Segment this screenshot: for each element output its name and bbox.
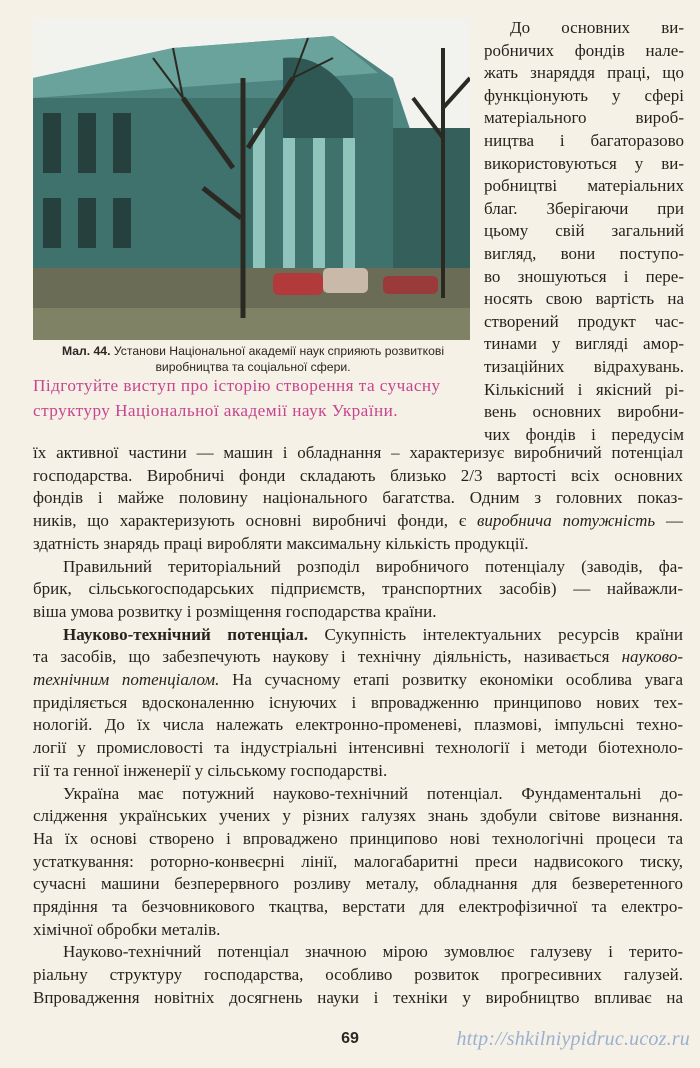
page-number: 69 bbox=[341, 1030, 359, 1047]
side-line: благ. Зберігаючи при bbox=[484, 198, 684, 218]
side-line: тизаційних відрахувань. bbox=[484, 356, 684, 376]
text-run: На сучасному етапі розвитку економіки особлива увага bbox=[219, 670, 683, 690]
text-line: прядіння та безчовникового ткацтва, верстати для електрофізичної та електро- bbox=[33, 897, 683, 917]
side-line: Кількісний і якісний рі- bbox=[484, 379, 684, 399]
text-line: здатність знарядь праці виробляти максимальну кількість продукції. bbox=[33, 533, 529, 553]
figure-caption bbox=[38, 343, 468, 375]
text-line: їх активної частини — машин і обладнання – характеризує виробничий потенціал bbox=[33, 443, 683, 462]
text-line bbox=[33, 669, 683, 692]
text-run: Сукупність інтелектуальних ресурсів країни bbox=[308, 624, 683, 644]
text-line: устаткування: роторно-конвеєрні лінії, малогабаритні преси надвисокого тиску, bbox=[33, 851, 683, 871]
source-url[interactable]: http://shkilniypidruc.ucoz.ru bbox=[456, 1028, 690, 1050]
text-line: Впровадження новітніх досягнень науки і техніки у виробництво впливає на bbox=[33, 987, 683, 1007]
text-line: господарства. Виробничі фонди складають близько 2/3 вартості всіх основних bbox=[33, 465, 683, 485]
task-line-2: структуру Національної академії наук України. bbox=[33, 401, 399, 420]
text-line: ріальну структуру господарства, особливо розвиток прогресивних галузей. bbox=[33, 965, 683, 985]
paragraph-2 bbox=[33, 556, 683, 624]
side-line: робничих фондів нале- bbox=[484, 40, 684, 60]
text-line: логії у промисловості та індустріальні інтенсивні технології і методи біотехноло- bbox=[33, 738, 683, 758]
text-line: Науково-технічний потенціал значною мірою зумовлює галузеву і терито- bbox=[63, 942, 683, 962]
side-line: тинами у вигляді амор- bbox=[484, 334, 684, 354]
text-line: хімічної обробки металів. bbox=[33, 919, 221, 939]
paragraph-4 bbox=[33, 783, 683, 942]
text-line: фондів і майже половину національного багатства. Одним з головних показ- bbox=[33, 488, 683, 508]
side-line: матеріального вироб- bbox=[484, 108, 684, 128]
paragraph-1 bbox=[33, 442, 683, 556]
side-line: До основних ви- bbox=[510, 18, 684, 37]
text-line bbox=[33, 510, 683, 533]
side-line: ництва і багаторазово bbox=[484, 130, 684, 150]
term-production-capacity: виробнича потужність bbox=[477, 511, 656, 531]
text-line: На їх основі створено і впроваджено принципово нові технологічні процеси та bbox=[33, 828, 683, 848]
side-line: жать знаряддя праці, що bbox=[484, 63, 684, 83]
section-heading: Науково-технічний потенціал. bbox=[63, 624, 309, 644]
text-run: — bbox=[655, 511, 683, 531]
figure-photo bbox=[33, 18, 470, 340]
side-line: вигляд, вони поступо- bbox=[484, 243, 684, 263]
text-line: нологій. До їх числа належать електронно-променеві, плазмові, імпульсні техно- bbox=[33, 715, 683, 735]
term-scientific-potential: науково- bbox=[621, 647, 683, 667]
text-line: гії та генної інженерії у сільському господарстві. bbox=[33, 760, 388, 780]
caption-text-1: Установи Національної академії наук сприяють розвиткові bbox=[113, 344, 445, 358]
paragraph-3 bbox=[33, 624, 683, 783]
text-line: віша умова розвитку і розміщення господарства країни. bbox=[33, 601, 437, 621]
caption-text-2: виробництва та соціальної сфери. bbox=[155, 360, 351, 374]
side-line: робництві матеріальних bbox=[484, 176, 684, 196]
text-line: брик, сільськогосподарських підприємств, транспортних засобів) — найважли- bbox=[33, 579, 683, 599]
side-line: функціонують у сфері bbox=[484, 85, 684, 105]
text-line: слідження українських учених у різних галузях знань здобули світове визнання. bbox=[33, 806, 683, 826]
main-body-text bbox=[33, 442, 683, 1010]
text-line: Правильний територіальний розподіл виробничого потенціалу (заводів, фа- bbox=[63, 556, 683, 576]
text-line bbox=[33, 624, 683, 647]
text-run: та засобів, що забезпечують наукову і технічну діяльність, називається bbox=[33, 647, 622, 667]
text-line: приділяється вдосконаленню існуючих і впровадженню принципово нових тех- bbox=[33, 692, 683, 712]
side-column-text bbox=[484, 17, 684, 446]
side-line: створений продукт час- bbox=[484, 311, 684, 331]
caption-label: Мал. 44. bbox=[61, 344, 111, 358]
task-prompt bbox=[33, 373, 470, 423]
text-run: ників, що характеризують основні виробничі фонди, є bbox=[33, 511, 478, 531]
task-line-1: Підготуйте виступ про історію створення та сучасну bbox=[33, 376, 441, 395]
paragraph-5 bbox=[33, 941, 683, 1009]
text-line: сучасні машини безперервного розливу металу, обладнання для безверетенного bbox=[33, 874, 683, 894]
text-line: Україна має потужний науково-технічний потенціал. Фундаментальні до- bbox=[63, 783, 683, 803]
side-line: використовуються у ви- bbox=[484, 153, 684, 173]
term-scientific-potential-end: технічним потенціалом. bbox=[33, 670, 220, 690]
side-line: цьому свій загальний bbox=[484, 221, 684, 241]
side-line: вень основних виробни- bbox=[484, 402, 684, 422]
side-line: во зношуються і пере- bbox=[484, 266, 684, 286]
side-line: чих фондів і передусім bbox=[484, 424, 684, 444]
text-line bbox=[33, 646, 683, 669]
side-line: носять свою вартість на bbox=[484, 289, 684, 309]
